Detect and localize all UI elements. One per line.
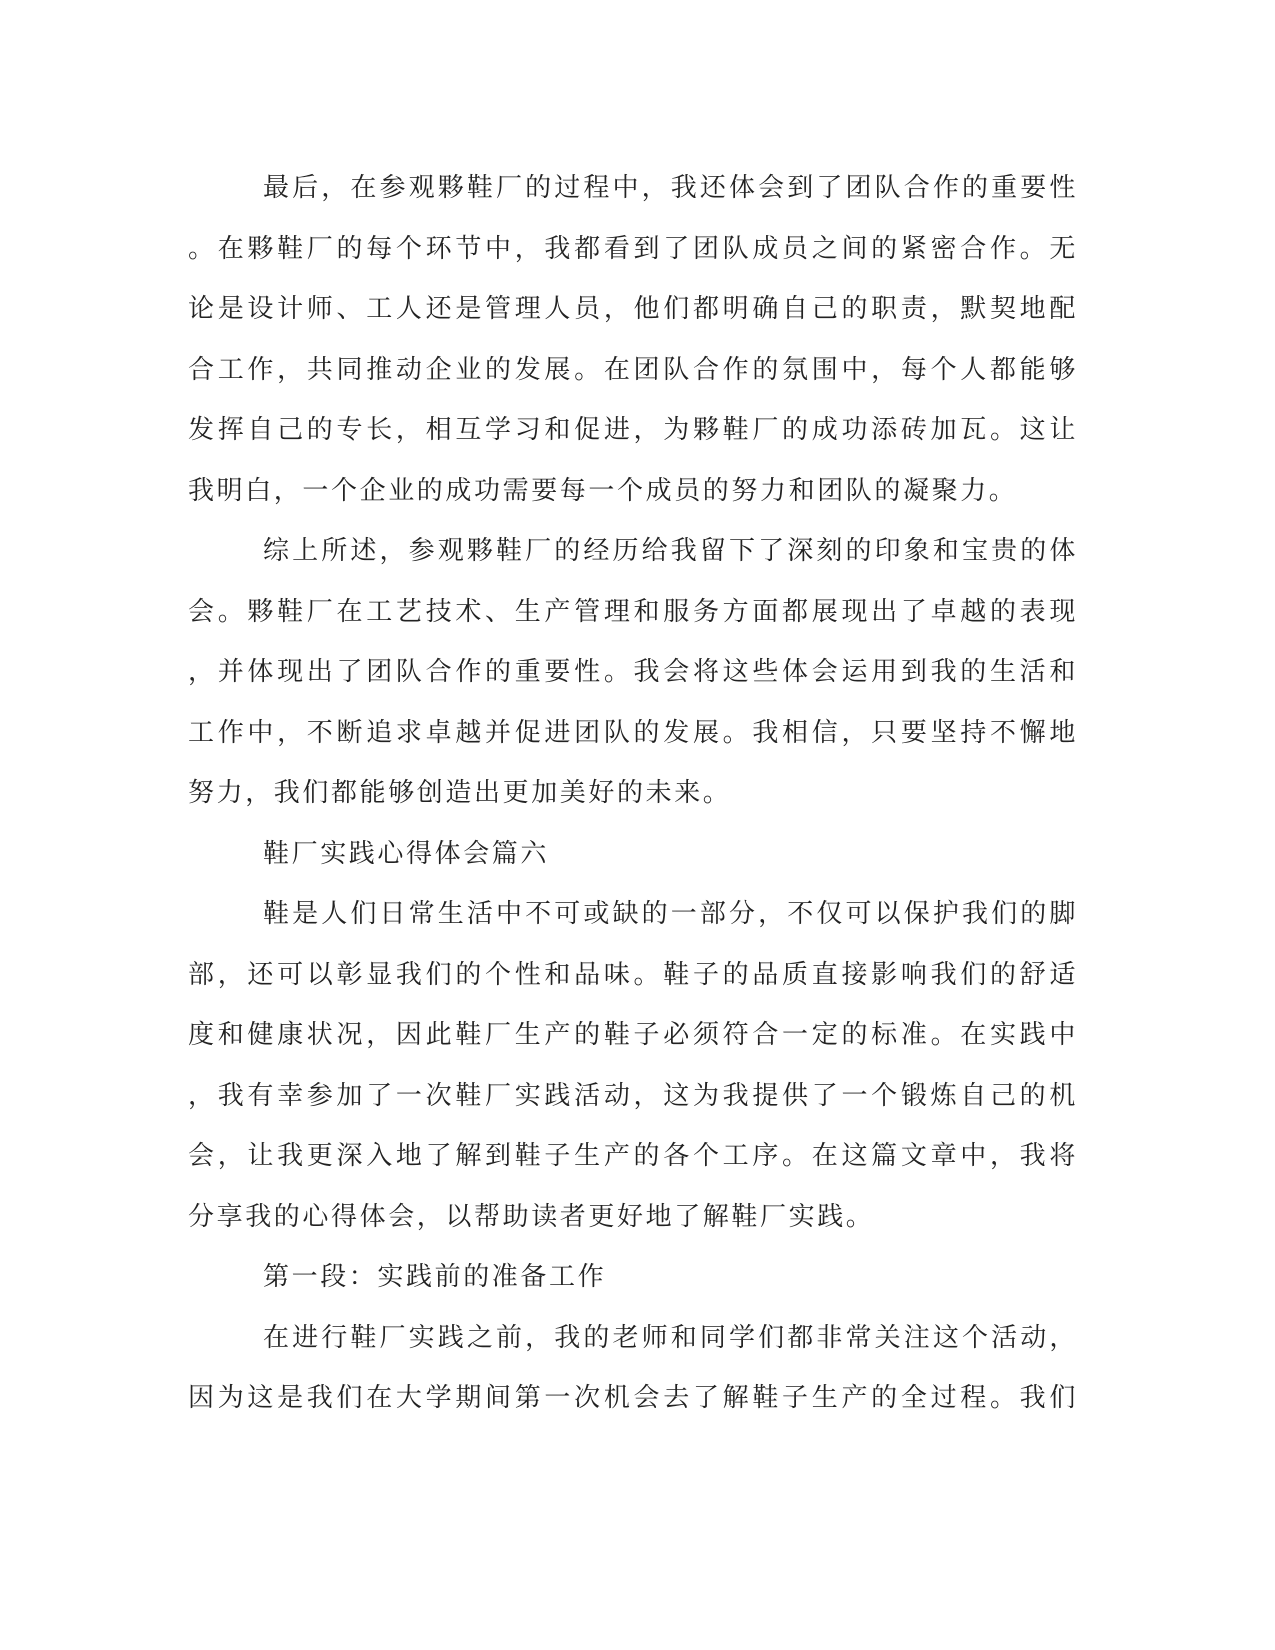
paragraph-line: 最后，在参观夥鞋厂的过程中，我还体会到了团队合作的重要性 [263, 173, 1078, 203]
paragraph-line: 部，还可以彰显我们的个性和品味。鞋子的品质直接影响我们的舒适 [188, 959, 1078, 990]
paragraph-line: ，我有幸参加了一次鞋厂实践活动，这为我提供了一个锻炼自己的机 [188, 1080, 1078, 1111]
paragraph-line: 会，让我更深入地了解到鞋子生产的各个工序。在这篇文章中，我将 [188, 1141, 1078, 1171]
paragraph-line: 努力，我们都能够创造出更加美好的未来。 [188, 778, 732, 808]
paragraph-line: 因为这是我们在大学期间第一次机会去了解鞋子生产的全过程。我们 [188, 1383, 1078, 1413]
section-heading: 鞋厂实践心得体会篇六 [263, 838, 550, 869]
paragraph-line: 发挥自己的专长，相互学习和促进，为夥鞋厂的成功添砖加瓦。这让 [188, 415, 1078, 445]
document-body [188, 158, 1078, 1429]
paragraph-line: 合工作，共同推动企业的发展。在团队合作的氛围中，每个人都能够 [188, 354, 1078, 385]
paragraph-line: 分享我的心得体会，以帮助读者更好地了解鞋厂实践。 [188, 1201, 875, 1232]
paragraph-line: 在进行鞋厂实践之前，我的老师和同学们都非常关注这个活动， [263, 1322, 1078, 1353]
paragraph-line: 会。夥鞋厂在工艺技术、生产管理和服务方面都展现出了卓越的表现 [188, 596, 1078, 627]
paragraph-line: 工作中，不断追求卓越并促进团队的发展。我相信，只要坚持不懈地 [188, 717, 1078, 748]
paragraph-line: 论是设计师、工人还是管理人员，他们都明确自己的职责，默契地配 [188, 294, 1078, 324]
paragraph-line: 我明白，一个企业的成功需要每一个成员的努力和团队的凝聚力。 [188, 475, 1018, 506]
paragraph-line: 。在夥鞋厂的每个环节中，我都看到了团队成员之间的紧密合作。无 [188, 233, 1078, 264]
paragraph-line: 综上所述，参观夥鞋厂的经历给我留下了深刻的印象和宝贵的体 [263, 536, 1078, 566]
paragraph-line: 度和健康状况，因此鞋厂生产的鞋子必须符合一定的标准。在实践中 [188, 1020, 1078, 1050]
paragraph-line: 鞋是人们日常生活中不可或缺的一部分，不仅可以保护我们的脚 [263, 899, 1078, 929]
paragraph-line: ，并体现出了团队合作的重要性。我会将这些体会运用到我的生活和 [188, 657, 1078, 687]
subsection-heading: 第一段：实践前的准备工作 [263, 1262, 607, 1292]
